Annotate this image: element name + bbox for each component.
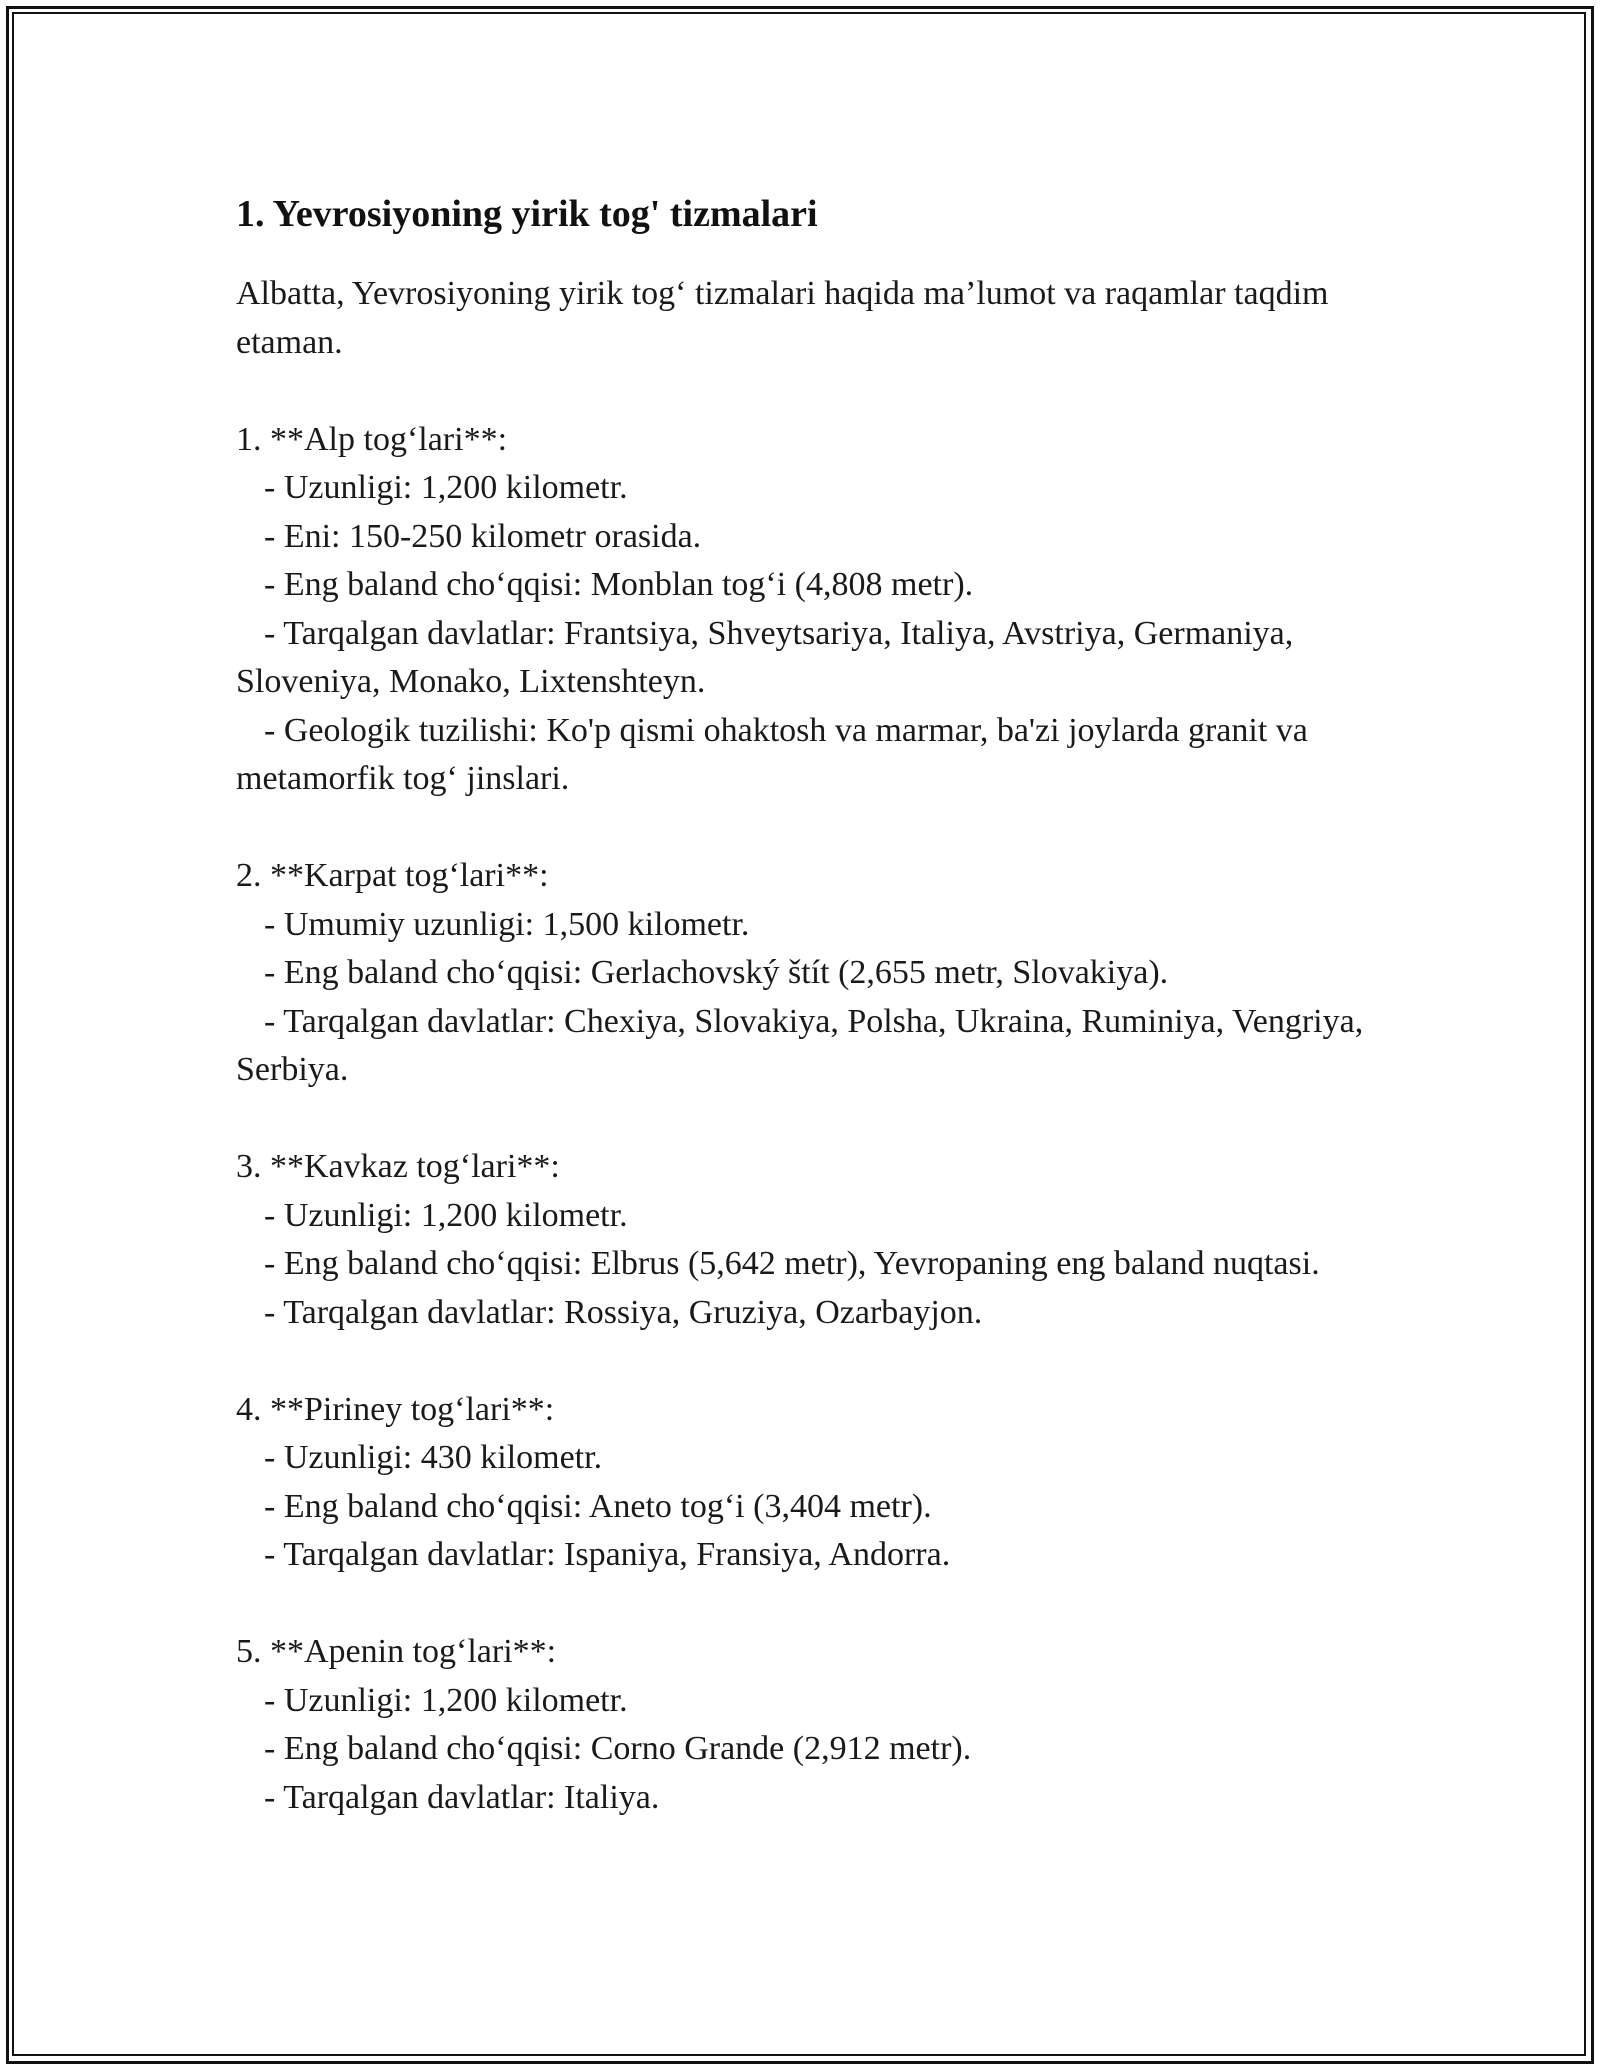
list-item: - Eng baland cho‘qqisi: Elbrus (5,642 metr), Yevropaning eng baland nuqtasi.	[264, 1245, 1320, 1282]
section-carpathians	[236, 852, 1366, 1095]
spacer	[236, 367, 1366, 416]
document-title: 1. Yevrosiyoning yirik tog' tizmalari	[236, 193, 818, 235]
list-item: - Tarqalgan davlatlar: Italiya.	[264, 1778, 660, 1816]
list-item: - Eni: 150-250 kilometr orasida.	[264, 517, 702, 555]
spacer	[236, 1580, 1366, 1629]
section-heading: 5. **Apenin tog‘lari**:	[236, 1633, 557, 1670]
spacer	[236, 1095, 1366, 1144]
list-item: - Uzunligi: 1,200 kilometr.	[264, 1681, 628, 1719]
list-item: - Eng baland cho‘qqisi: Aneto tog‘i (3,404 metr).	[264, 1487, 932, 1525]
section-alps	[236, 416, 1366, 804]
list-item: - Tarqalgan davlatlar: Ispaniya, Fransiya, Andorra.	[264, 1536, 951, 1573]
section-caucasus	[236, 1143, 1366, 1337]
list-item: - Uzunligi: 430 kilometr.	[264, 1439, 603, 1476]
spacer	[236, 1337, 1366, 1386]
section-heading: 1. **Alp tog‘lari**:	[236, 420, 508, 458]
list-item: - Geologik tuzilishi: Ko'p qismi ohaktosh va marmar, ba'zi joylarda granit va metamorfik tog‘ jinslari.	[236, 711, 1308, 797]
list-item: - Tarqalgan davlatlar: Chexiya, Slovakiya, Polsha, Ukraina, Ruminiya, Vengriya, Serbiya.	[236, 1002, 1364, 1088]
section-pyrenees	[236, 1386, 1366, 1580]
list-item: - Tarqalgan davlatlar: Frantsiya, Shveytsariya, Italiya, Avstriya, Germaniya, Sloveniya, Monako, Lixtenshteyn.	[236, 614, 1294, 700]
list-item: - Eng baland cho‘qqisi: Monblan tog‘i (4,808 metr).	[264, 566, 974, 603]
section-heading: 2. **Karpat tog‘lari**:	[236, 857, 549, 894]
list-item: - Eng baland cho‘qqisi: Gerlachovský štít (2,655 metr, Slovakiya).	[264, 954, 1169, 991]
list-item: - Uzunligi: 1,200 kilometr.	[264, 469, 628, 506]
list-item: - Uzunligi: 1,200 kilometr.	[264, 1196, 628, 1234]
section-heading: 4. **Piriney tog‘lari**:	[236, 1390, 555, 1428]
section-apennines	[236, 1628, 1366, 1822]
list-item: - Tarqalgan davlatlar: Rossiya, Gruziya, Ozarbayjon.	[264, 1293, 983, 1331]
intro-paragraph: Albatta, Yevrosiyoning yirik tog‘ tizmalari haqida ma’lumot va raqamlar taqdim etaman.	[236, 275, 1329, 361]
spacer	[236, 804, 1366, 853]
list-item: - Eng baland cho‘qqisi: Corno Grande (2,912 metr).	[264, 1730, 972, 1767]
list-item: - Umumiy uzunligi: 1,500 kilometr.	[264, 905, 750, 943]
section-heading: 3. **Kavkaz tog‘lari**:	[236, 1148, 560, 1185]
document-body	[236, 188, 1366, 1822]
